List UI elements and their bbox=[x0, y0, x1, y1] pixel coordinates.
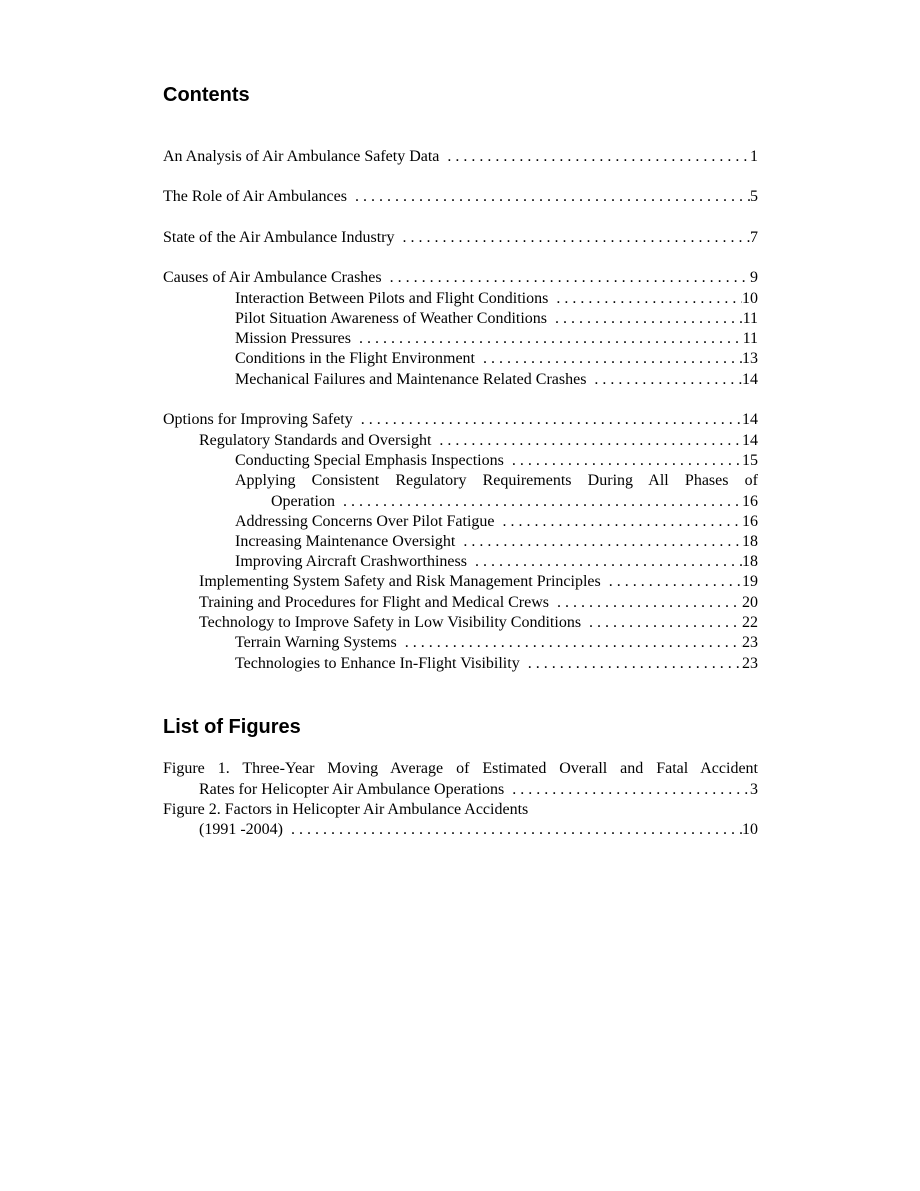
toc-entry-title: Interaction Between Pilots and Flight Conditions bbox=[235, 290, 549, 307]
toc-entry-page: 10 bbox=[742, 290, 758, 307]
leader-dots bbox=[581, 613, 742, 633]
toc-subentry[interactable] bbox=[199, 572, 758, 592]
toc-subentry[interactable] bbox=[235, 451, 758, 471]
leader-dots bbox=[495, 512, 742, 532]
toc-subentry[interactable] bbox=[271, 492, 758, 512]
toc-entry-page: 14 bbox=[742, 371, 758, 388]
leader-dots bbox=[548, 289, 742, 309]
figure-entry-title: Figure 2. Factors in Helicopter Air Ambulance Accidents bbox=[163, 801, 529, 818]
toc-entry-title: Implementing System Safety and Risk Management Principles bbox=[199, 573, 601, 590]
toc-entry-page: 23 bbox=[742, 655, 758, 672]
toc-entry-page: 11 bbox=[742, 310, 758, 327]
toc-entry-page: 11 bbox=[742, 330, 758, 347]
toc-entry-title: Options for Improving Safety bbox=[163, 411, 353, 428]
contents-heading: Contents bbox=[163, 84, 250, 106]
toc-entry-page: 13 bbox=[742, 350, 758, 367]
toc-entry-title: Addressing Concerns Over Pilot Fatigue bbox=[235, 513, 495, 530]
figure-entry[interactable] bbox=[199, 820, 758, 840]
leader-dots bbox=[335, 492, 742, 512]
toc-subentry[interactable] bbox=[199, 593, 758, 613]
leader-dots bbox=[549, 593, 742, 613]
toc-entry-page: 5 bbox=[750, 188, 758, 205]
toc-subentry[interactable] bbox=[235, 349, 758, 369]
toc-entry[interactable] bbox=[163, 268, 758, 288]
toc-subentry[interactable] bbox=[199, 613, 758, 633]
figure-entry-page: 10 bbox=[742, 821, 758, 838]
leader-dots bbox=[353, 410, 742, 430]
leader-dots bbox=[455, 532, 742, 552]
leader-dots bbox=[504, 451, 742, 471]
toc-entry-page: 7 bbox=[750, 229, 758, 246]
toc-subentry[interactable] bbox=[235, 552, 758, 572]
toc-entry-title: Increasing Maintenance Oversight bbox=[235, 533, 456, 550]
leader-dots bbox=[439, 147, 750, 167]
toc-entry-title: Improving Aircraft Crashworthiness bbox=[235, 553, 467, 570]
figure-entry[interactable] bbox=[199, 780, 758, 800]
toc-entry-page: 16 bbox=[742, 513, 758, 530]
toc-entry-title-line1[interactable]: Applying Consistent Regulatory Requirements During All Phases of bbox=[235, 472, 758, 489]
toc-entry[interactable] bbox=[163, 147, 758, 167]
toc-entry-page: 23 bbox=[742, 634, 758, 651]
toc-subentry[interactable] bbox=[235, 532, 758, 552]
leader-dots bbox=[395, 228, 750, 248]
toc-entry-title: Conducting Special Emphasis Inspections bbox=[235, 452, 504, 469]
figure-entry-title: Rates for Helicopter Air Ambulance Operations bbox=[199, 781, 505, 798]
toc-entry-title: Terrain Warning Systems bbox=[235, 634, 397, 651]
toc-entry-title: Technology to Improve Safety in Low Visibility Conditions bbox=[199, 614, 582, 631]
toc-subentry[interactable] bbox=[235, 633, 758, 653]
toc-entry-page: 14 bbox=[742, 432, 758, 449]
toc-entry[interactable] bbox=[163, 228, 758, 248]
leader-dots bbox=[283, 820, 742, 840]
toc-subentry[interactable] bbox=[235, 289, 758, 309]
toc-subentry[interactable] bbox=[199, 431, 758, 451]
toc-entry-page: 19 bbox=[742, 573, 758, 590]
toc-entry[interactable] bbox=[163, 410, 758, 430]
toc-entry-title: Mechanical Failures and Maintenance Related Crashes bbox=[235, 371, 587, 388]
leader-dots bbox=[467, 552, 742, 572]
toc-entry-title: Mission Pressures bbox=[235, 330, 352, 347]
leader-dots bbox=[347, 187, 750, 207]
toc-entry-title: An Analysis of Air Ambulance Safety Data bbox=[163, 148, 440, 165]
toc-entry-page: 15 bbox=[742, 452, 758, 469]
toc-entry-page: 14 bbox=[742, 411, 758, 428]
figure-entry-page: 3 bbox=[750, 781, 758, 798]
toc-entry-page: 18 bbox=[742, 533, 758, 550]
leader-dots bbox=[504, 780, 750, 800]
leader-dots bbox=[520, 654, 742, 674]
toc-entry-title: Conditions in the Flight Environment bbox=[235, 350, 475, 367]
toc-entry-page: 1 bbox=[750, 148, 758, 165]
toc-entry-title: Operation bbox=[271, 493, 335, 510]
toc-entry-title: Regulatory Standards and Oversight bbox=[199, 432, 432, 449]
toc-entry-page: 9 bbox=[750, 269, 758, 286]
toc-entry-page: 22 bbox=[742, 614, 758, 631]
leader-dots bbox=[397, 633, 742, 653]
toc-entry-page: 16 bbox=[742, 493, 758, 510]
leader-dots bbox=[475, 349, 742, 369]
toc-subentry[interactable] bbox=[235, 309, 758, 329]
toc-entry-title: The Role of Air Ambulances bbox=[163, 188, 347, 205]
figure-entry-line1[interactable] bbox=[163, 800, 758, 820]
leader-dots bbox=[351, 329, 743, 349]
toc-entry-title: Training and Procedures for Flight and Medical Crews bbox=[199, 594, 550, 611]
leader-dots bbox=[382, 268, 750, 288]
toc-entry-title: Causes of Air Ambulance Crashes bbox=[163, 269, 382, 286]
leader-dots bbox=[431, 431, 742, 451]
toc-subentry[interactable] bbox=[235, 370, 758, 390]
toc-entry-page: 20 bbox=[742, 594, 758, 611]
toc-entry-title: Pilot Situation Awareness of Weather Conditions bbox=[235, 310, 548, 327]
figures-heading: List of Figures bbox=[163, 716, 301, 738]
toc-entry-title: Technologies to Enhance In-Flight Visibility bbox=[235, 655, 520, 672]
toc-subentry[interactable] bbox=[235, 512, 758, 532]
leader-dots bbox=[586, 370, 742, 390]
figure-entry-title: (1991 -2004) bbox=[199, 821, 283, 838]
leader-dots bbox=[601, 572, 742, 592]
figure-entry-line1[interactable]: Figure 1. Three-Year Moving Average of Estimated Overall and Fatal Accident bbox=[163, 760, 758, 777]
toc-entry[interactable] bbox=[163, 187, 758, 207]
toc-subentry[interactable] bbox=[235, 329, 758, 349]
toc-entry-page: 18 bbox=[742, 553, 758, 570]
toc-entry-title: State of the Air Ambulance Industry bbox=[163, 229, 395, 246]
toc-subentry[interactable] bbox=[235, 654, 758, 674]
leader-dots bbox=[547, 309, 743, 329]
